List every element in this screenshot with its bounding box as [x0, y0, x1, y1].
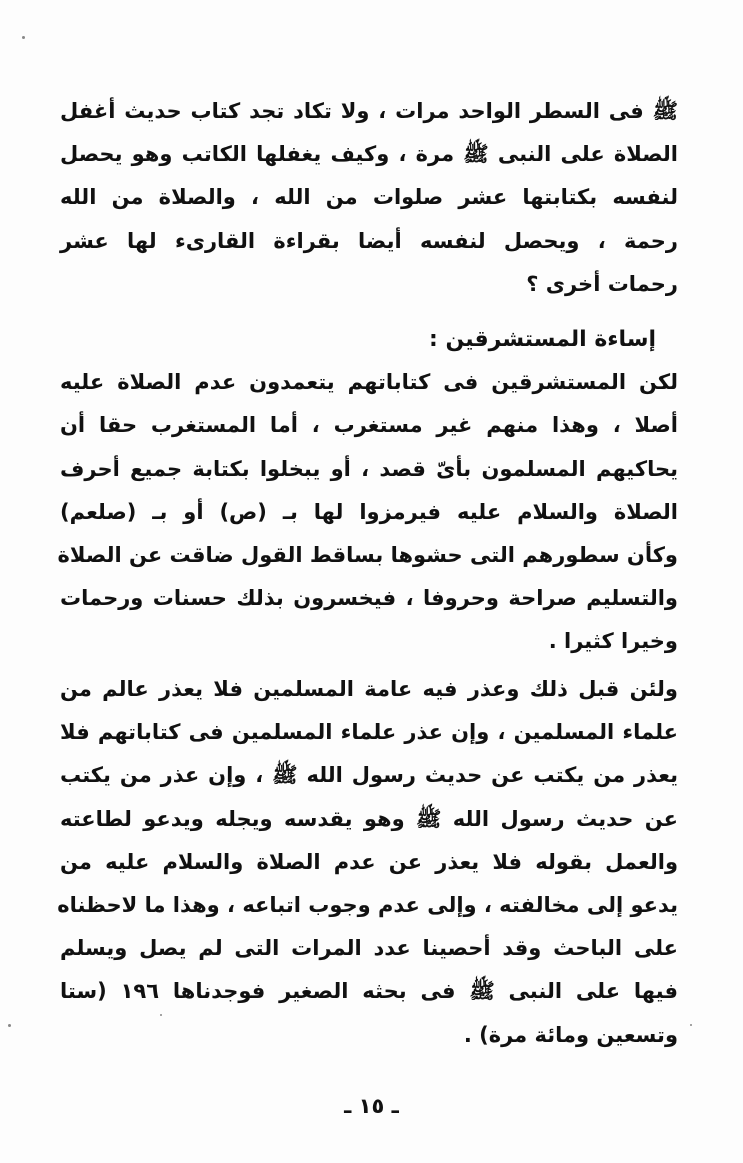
text-line: رحمة ، ويحصل لنفسه أيضا بقراءة القارىء لها عشر [60, 228, 678, 253]
page-number: ـ ١٥ ـ [344, 1094, 399, 1118]
text-line: وتسعين ومائة مرة) . [463, 1022, 678, 1047]
scan-speck [22, 36, 25, 39]
section-orientalists [57, 318, 678, 664]
text-line: لكن المستشرقين فى كتاباتهم يتعمدون عدم الصلاة عليه [60, 370, 678, 395]
text-line: يحاكيهم المسلمون بأىّ قصد ، أو يبخلوا بكتابة جميع أحرف [60, 456, 678, 481]
paragraph-scholars [57, 668, 678, 1057]
text-line: ولئن قبل ذلك وعذر فيه عامة المسلمين فلا يعذر عالم من [60, 677, 678, 701]
text-line: على الباحث وقد أحصينا عدد المرات التى لم يصل ويسلم [60, 936, 678, 961]
scan-speck [160, 1014, 162, 1016]
text-line: وكأن سطورهم التى حشوها بساقط القول ضاقت عن الصلاة [57, 542, 678, 567]
text-line: الصلاة والسلام عليه فيرمزوا لها بـ (ص) أو بـ (صلعم) [60, 499, 678, 524]
text-line: رحمات أخرى ؟ [526, 271, 678, 296]
text-line: أصلا ، وهذا منهم غير مستغرب ، أما المستغرب حقا أن [60, 413, 678, 438]
text-line: يعذر من يكتب عن حديث رسول الله ﷺ ، وإن عذر من يكتب [60, 763, 678, 788]
text-line: ﷺ فى السطر الواحد مرات ، ولا تكاد تجد كتاب حديث أغفل [60, 99, 678, 123]
text-line: علماء المسلمين ، وإن عذر علماء المسلمين فى كتاباتهم فلا [60, 720, 678, 745]
paragraph-intro [60, 90, 678, 306]
text-line: وخيرا كثيرا . [548, 629, 678, 654]
text-line: يدعو إلى مخالفته ، وإلى عدم وجوب اتباعه ، وهذا ما لاحظناه [57, 892, 678, 917]
text-line: لنفسه بكتابتها عشر صلوات من الله ، والصلاة من الله [60, 185, 678, 210]
text-line: والتسليم صراحة وحروفا ، فيخسرون بذلك حسنات ورحمات [60, 586, 678, 611]
text-line: والعمل بقوله فلا يعذر عن عدم الصلاة والسلام عليه من [60, 849, 678, 874]
text-line: الصلاة على النبى ﷺ مرة ، وكيف يغفلها الكاتب وهو يحصل [60, 142, 678, 167]
text-line: فيها على النبى ﷺ فى بحثه الصغير فوجدناها ١٩٦ (ستا [60, 979, 678, 1004]
text-line: عن حديث رسول الله ﷺ وهو يقدسه ويجله ويدعو لطاعته [60, 806, 678, 831]
section-heading: إساءة المستشرقين : [429, 327, 656, 352]
scan-speck [8, 1024, 11, 1027]
scan-speck [690, 1024, 692, 1026]
